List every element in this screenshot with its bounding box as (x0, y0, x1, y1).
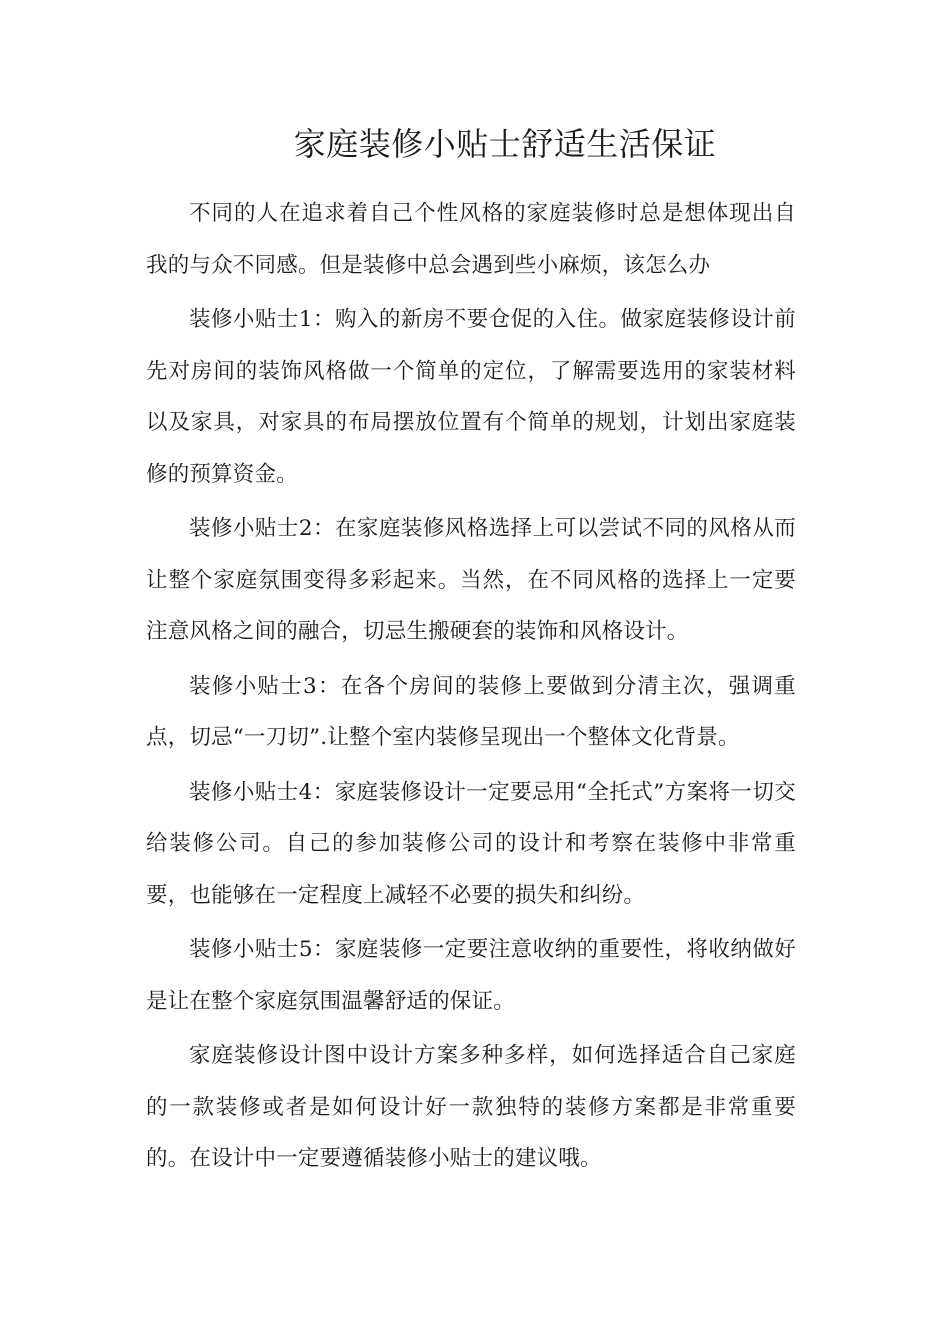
paragraph-conclusion: 家庭装修设计图中设计方案多种多样，如何选择适合自己家庭的一款装修或者是如何设计好一款独特的装修方案都是非常重要的。在设计中一定要遵循装修小贴士的建议哦。 (146, 1043, 796, 1171)
paragraph-tip-2: 装修小贴士2：在家庭装修风格选择上可以尝试不同的风格从而让整个家庭氛围变得多彩起来。当然，在不同风格的选择上一定要注意风格之间的融合，切忌生搬硬套的装饰和风格设计。 (146, 516, 796, 644)
paragraph-tip-1: 装修小贴士1：购入的新房不要仓促的入住。做家庭装修设计前先对房间的装饰风格做一个简单的定位，了解需要选用的家装材料以及家具，对家具的布局摆放位置有个简单的规划，计划出家庭装修的预算资金。 (146, 307, 796, 487)
paragraph-tip-3: 装修小贴士3：在各个房间的装修上要做到分清主次，强调重点，切忌“一刀切”.让整个室内装修呈现出一个整体文化背景。 (146, 673, 796, 750)
paragraph-tip-4: 装修小贴士4：家庭装修设计一定要忌用“全托式”方案将一切交给装修公司。自己的参加装修公司的设计和考察在装修中非常重要，也能够在一定程度上减轻不必要的损失和纠纷。 (146, 779, 796, 908)
document-body (146, 188, 796, 1188)
document-title: 家庭装修小贴士舒适生活保证 (293, 125, 717, 163)
paragraph-tip-5: 装修小贴士5：家庭装修一定要注意收纳的重要性，将收纳做好是让在整个家庭氛围温馨舒适的保证。 (146, 937, 796, 1014)
paragraph-intro: 不同的人在追求着自己个性风格的家庭装修时总是想体现出自我的与众不同感。但是装修中总会遇到些小麻烦，该怎么办 (146, 201, 796, 278)
